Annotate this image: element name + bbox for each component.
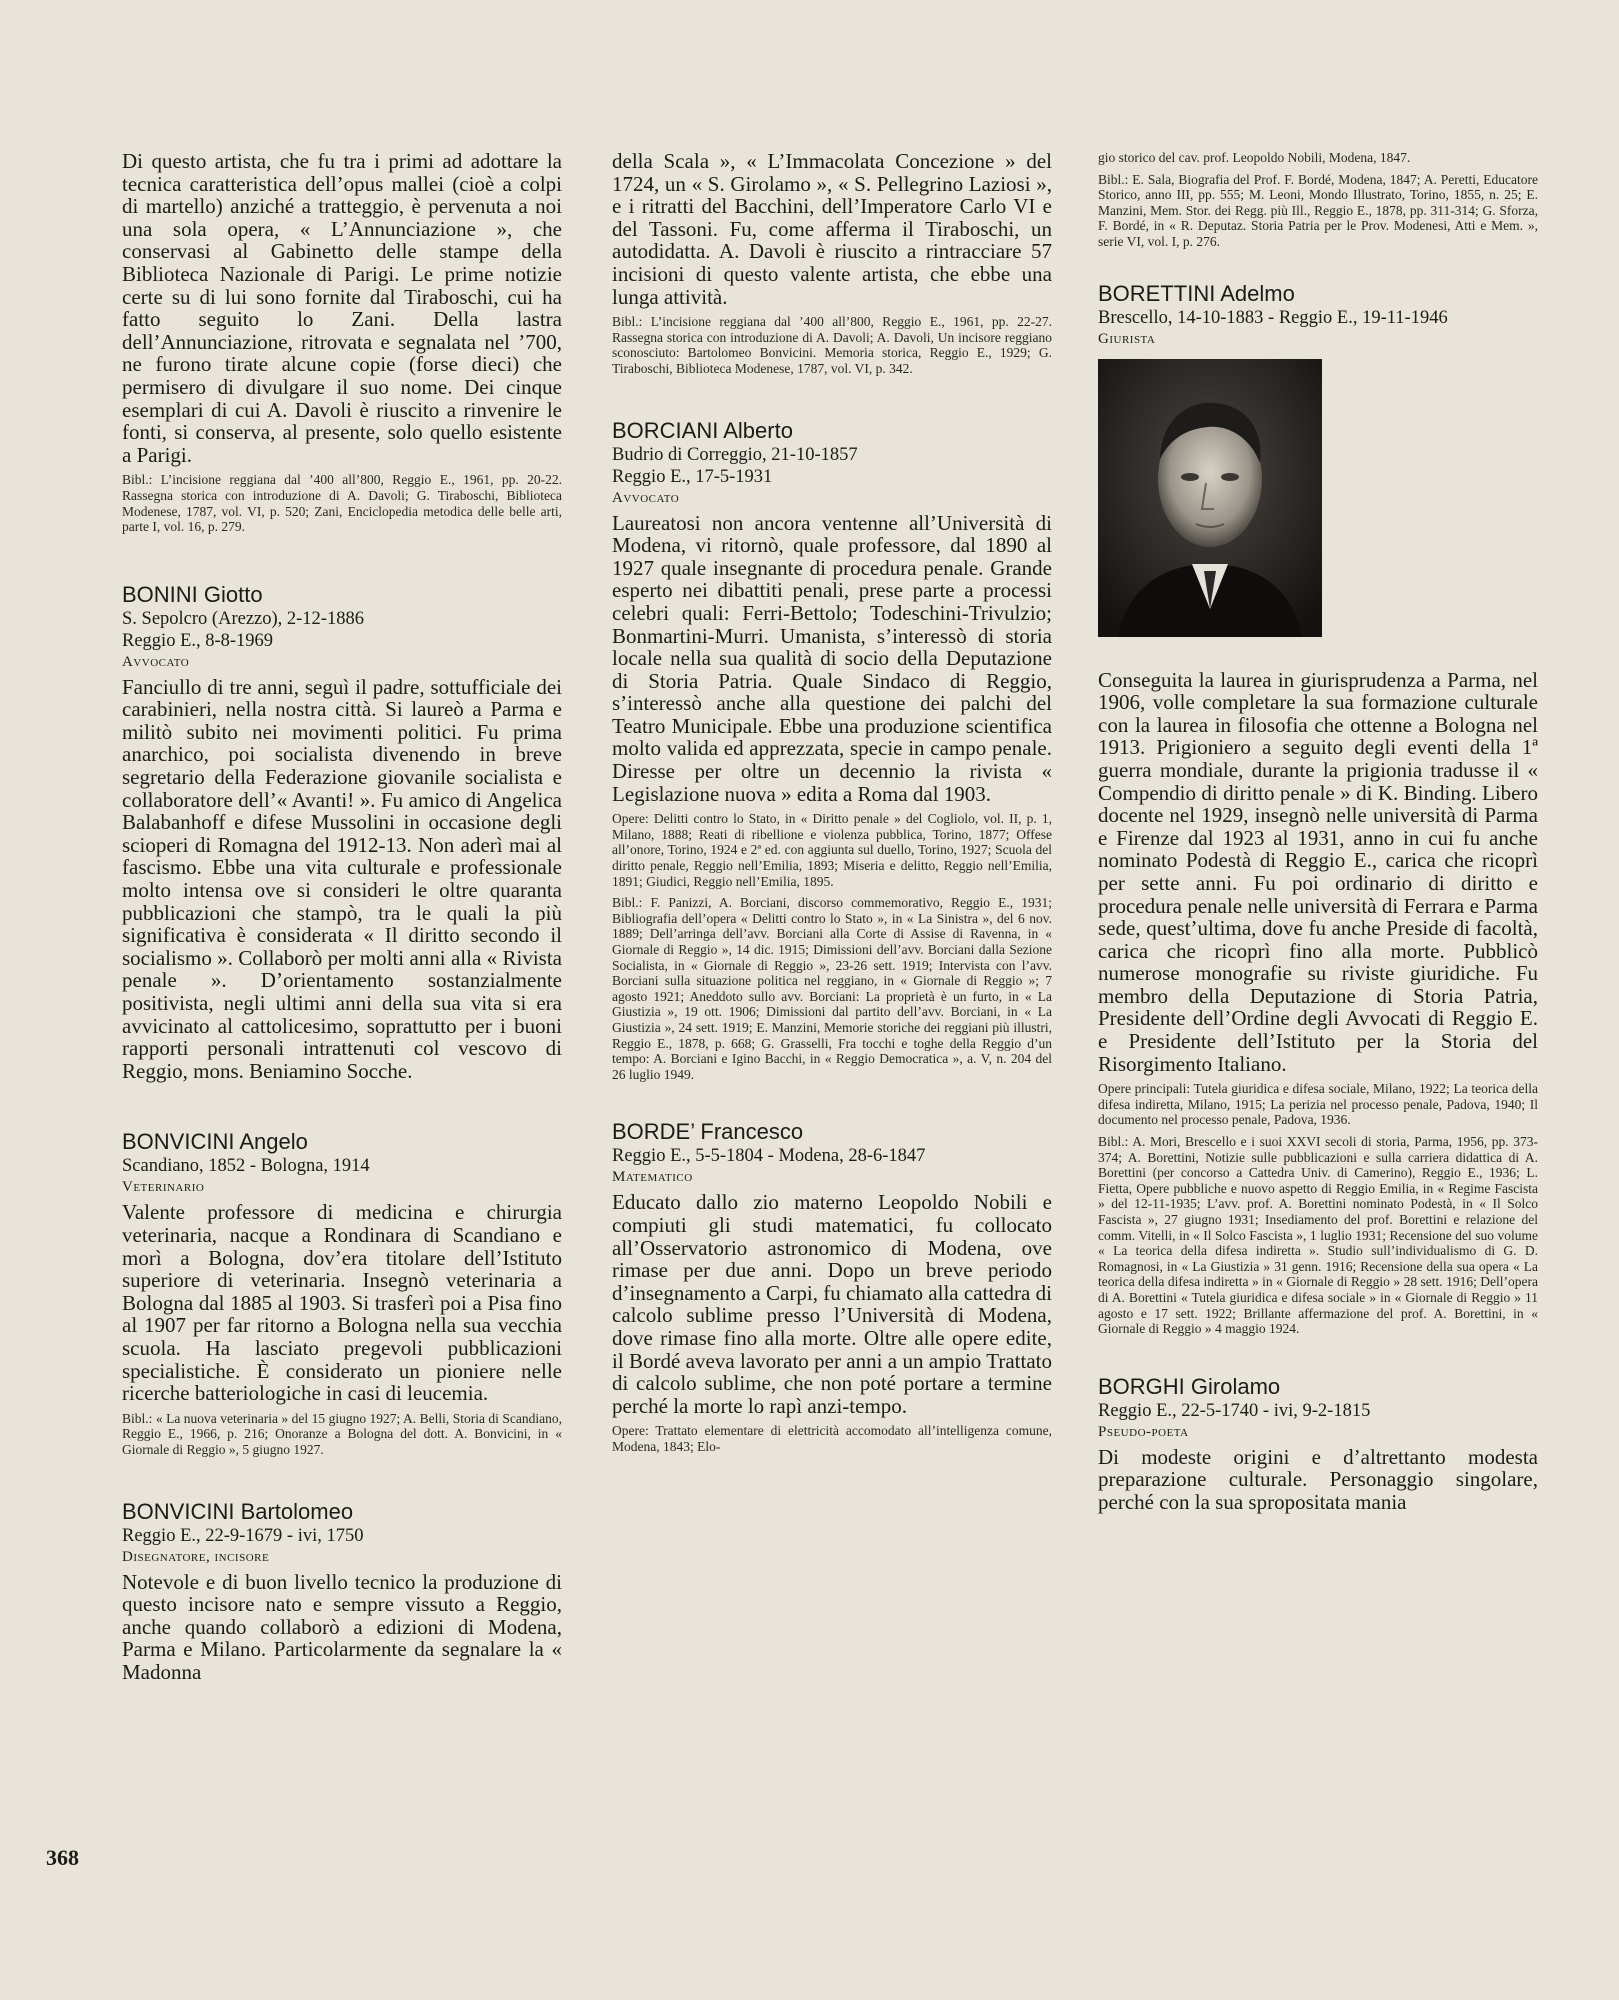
entry-birth: Budrio di Correggio, 21-10-1857: [612, 444, 858, 465]
entry-dates: Reggio E., 22-5-1740 - ivi, 9-2-1815: [1098, 1400, 1371, 1421]
column-3: [1098, 150, 1538, 1514]
portrait-image: [1098, 359, 1322, 637]
entry-name: BORGHI Girolamo: [1098, 1373, 1281, 1399]
entry-text: della Scala », « L’Immacolata Concezione » del 1724, un « S. Girolamo », « S. Pellegrino Laziosi », e i ritratti del Bacchini, dell’Imperatore Carlo VI e del Tassoni. Fu, come afferma il Tiraboschi, un autodidatta. A. Davoli è riuscito a rintracciare 57 incisioni di questo valente artista, che ebbe una lunga attività.: [612, 149, 1052, 309]
entry-text: Fanciullo di tre anni, seguì il padre, sottufficiale dei carabinieri, nella nostra città. Si laureò a Parma e militò subito nei movimenti politici. Fu prima anarchico, poi socialista divenendo in breve segretario della Federazione giovanile socialista e collaboratore dell’« Avanti! ». Fu amico di Angelica Balabanhoff e difese Mussolini in occasione degli scioperi di Romagna del 1912-13. Non aderì mai al fascismo. Ebbe una vita culturale e professionale molto intensa ove si consideri le oltre quaranta pubblicazioni che stampò, tra le quali la più significativa è considerata « Il diritto secondo il socialismo ». Collaborò per molti anni alla « Rivista penale ». D’orientamento sostanzialmente positivista, negli ultimi anni della sua vita si era avvicinato al cattolicesimo, soprattutto per i buoni rapporti personali intrattenuti col vescovo di Reggio, mons. Beniamino Socche.: [122, 674, 562, 1083]
entry-text: Valente professore di medicina e chirurgia veterinaria, nacque a Rondinara di Scandiano e morì a Bologna, dov’era titolare dell’Istituto superiore di veterinaria. Insegnò veterinaria a Bologna dal 1885 al 1903. Si trasferì poi a Pisa fino al 1907 per far ritorno a Bologna nella sua vecchia scuola. Ha lasciato pregevoli pubblicazioni specialistiche. È considerato un pioniere nelle ricerche batteriologiche in casi di leucemia.: [122, 1200, 562, 1406]
entry-profession: Pseudo-poeta: [1098, 1423, 1189, 1440]
entry-text: Conseguita la laurea in giurisprudenza a Parma, nel 1906, volle completare la sua formazione culturale con la laurea in filosofia che ottenne a Bologna nel 1913. Prigioniero a seguito degli eventi della 1ª guerra mondiale, durante la prigionia tradusse il « Compendio di diritto penale » di K. Binding. Libero docente nel 1929, insegnò nelle università di Parma e Firenze dal 1923 al 1931, anno in cui fu anche nominato Podestà di Reggio E., carica che ricoprì per sette anni. Fu poi ordinario di diritto e procedura penale nelle università di Ferrara e Parma sede, quest’ultima, dove fu anche Preside di facoltà, carica che ricoprì fino alla morte. Pubblicò numerose monografie su riviste giuridiche. Fu membro della Deputazione di Storia Patria, Presidente dell’Ordine degli Avvocati di Reggio E. e Presidente dell’Istituto per la Storia del Risorgimento Italiano.: [1098, 667, 1538, 1076]
entry-dates: Brescello, 14-10-1883 - Reggio E., 19-11-1946: [1098, 307, 1448, 328]
entry-dates: Scandiano, 1852 - Bologna, 1914: [122, 1156, 370, 1177]
entry-profession: Giurista: [1098, 330, 1156, 347]
entry-name: BORETTINI Adelmo: [1098, 280, 1295, 306]
entry-name: BONVICINI Bartolomeo: [122, 1498, 354, 1524]
entry-borciani-alberto: [612, 417, 1052, 1083]
entry-name: BONVICINI Angelo: [122, 1129, 308, 1155]
entry-bonvicini-bartolomeo: [122, 1498, 562, 1684]
entry-name: BORDE’ Francesco: [612, 1119, 804, 1145]
portrait-photo: [1098, 359, 1322, 637]
entry-continuation: [1098, 150, 1538, 250]
bibliography: Bibl.: F. Panizzi, A. Borciani, discorso commemorativo, Reggio E., 1931; Bibliografia dell’opera « Delitti contro lo Stato », in « La Sinistra », del 6 nov. 1889; Dell’arringa dell’avv. Borciani alla Corte di Assise di Ravenna, in « Giornale di Reggio », 14 dic. 1915; Dimissioni dell’avv. Borciani dalla Sezione Socialista, in « Giornale di Reggio », 23-26 sett. 1919; Intervista con l’avv. Borciani sulla situazione politica nel reggiano, in « Giornale di Reggio »; 7 agosto 1921; Aneddoto sullo avv. Borciani: La proprietà è un furto, in « La Giustizia », 19 ott. 1906; Dimissioni dal partito dell’avv. Borciani, in « La Giustizia », 24 sett. 1919; E. Manzini, Memorie storiche dei reggiani più illustri, Reggio E., 1878, p. 668; G. Grasselli, Fra tocchi e toghe della Reggio d’un tempo: A. Borciani e Igino Bacchi, in « Reggio Democratica », a. V, n. 204 del 26 luglio 1949.: [612, 895, 1052, 1082]
entry-dates: Reggio E., 22-9-1679 - ivi, 1750: [122, 1525, 364, 1546]
entry-bonini-giotto: [122, 581, 562, 1083]
entry-borde-francesco: [612, 1118, 1052, 1454]
works-list: gio storico del cav. prof. Leopoldo Nobili, Modena, 1847.: [1098, 150, 1411, 165]
entry-borettini-adelmo: [1098, 280, 1538, 1337]
entry-name: BONINI Giotto: [122, 581, 263, 607]
entry-name: BORCIANI Alberto: [612, 417, 793, 443]
entry-profession: Matematico: [612, 1169, 693, 1186]
entry-dates: Reggio E., 5-5-1804 - Modena, 28-6-1847: [612, 1146, 926, 1167]
entry-birth: S. Sepolcro (Arezzo), 2-12-1886: [122, 608, 364, 629]
entry-borghi-girolamo: [1098, 1373, 1538, 1514]
entry-text: Di modeste origini e d’altrettanto modesta preparazione culturale. Personaggio singolare, perché con la sua spropositata mania: [1098, 1444, 1538, 1514]
bibliography: Bibl.: « La nuova veterinaria » del 15 giugno 1927; A. Belli, Storia di Scandiano, Reggio E., 1966, p. 216; Onoranze a Bologna del dott. A. Bonvicini, in « Giornale di Reggio », 5 giugno 1927.: [122, 1410, 562, 1457]
entry-death: Reggio E., 17-5-1931: [612, 466, 773, 487]
works-list: Opere: Trattato elementare di elettricità accomodato all’intelligenza comune, Modena, 1843; Elo-: [612, 1423, 1052, 1454]
entry-text: Notevole e di buon livello tecnico la produzione di questo incisore nato e sempre vissuto a Reggio, anche quando collaborò a edizioni di Modena, Parma e Milano. Particolarmente da segnalare la « Madonna: [122, 1569, 562, 1684]
works-list: Opere principali: Tutela giuridica e difesa sociale, Milano, 1922; La teorica della difesa indiretta, Milano, 1915; La perizia nel processo penale, Padova, 1940; Il documento nel processo penale, Padova, 1936.: [1098, 1081, 1538, 1128]
entry-profession: Avvocato: [122, 653, 190, 670]
entry-continuation: [612, 150, 1052, 377]
bibliography: Bibl.: L’incisione reggiana dal ’400 all’800, Reggio E., 1961, pp. 20-22. Rassegna storica con introduzione di A. Davoli; G. Tiraboschi, Biblioteca Modenese, 1787, vol. VI, p. 520; Zani, Enciclopedia metodica delle belle arti, parte I, vol. 16, p. 279.: [122, 472, 562, 535]
entry-text: Laureatosi non ancora ventenne all’Università di Modena, vi ritornò, quale professore, dal 1890 al 1927 quale insegnante di procedura penale. Grande esperto nei dibattiti penali, prese parte a processi celebri quali: Ferri-Bettolo; Todeschini-Trivulzio; Bonmartini-Murri. Umanista, s’interessò di storia locale nella sua qualità di socio della Deputazione di Storia Patria. Quale Sindaco di Reggio, s’interessò anche alla questione dei palchi del Teatro Municipale. Ebbe una produzione scientifica molto valida ed apprezzata, specie in campo penale. Diresse per oltre un decennio la rivista « Legislazione nuova » edita a Roma dal 1903.: [612, 510, 1052, 806]
entry-death: Reggio E., 8-8-1969: [122, 630, 274, 651]
column-1: [122, 150, 562, 1683]
entry-continuation: [122, 150, 562, 535]
bibliography: Bibl.: L’incisione reggiana dal ’400 all’800, Reggio E., 1961, pp. 22-27. Rassegna storica con introduzione di A. Davoli; A. Davoli, Un incisore reggiano sconosciuto: Bartolomeo Bonvicini. Memoria storica, Reggio E., 1929; G. Tiraboschi, Biblioteca Modenese, 1787, vol. VI, p. 342.: [612, 314, 1052, 376]
entry-profession: Veterinario: [122, 1179, 205, 1196]
entry-profession: Disegnatore, incisore: [122, 1548, 270, 1565]
entry-bonvicini-angelo: [122, 1128, 562, 1457]
bibliography: Bibl.: A. Mori, Brescello e i suoi XXVI secoli di storia, Parma, 1956, pp. 373-374; A. Borettini, Notizie sulle pubblicazioni e sulla carriera didattica di A. Borettini (per concorso a Cattedra Univ. di Camerino), Reggio E., 1936; L. Fietta, Opere pubbliche e nuovo aspetto di Reggio Emilia, in « Regime Fascista » del 12-11-1935; L’avv. prof. A. Borettini nominato Podestà, in « Il Solco Fascista », 27 giugno 1931; Insediamento del prof. Borettini e relazione del comm. Vitelli, in « Il Solco Fascista », 1 luglio 1931; Recensione del suo volume « La teorica della difesa indiretta ». Studio sull’individualismo di G. D. Romagnosi, in « La Giustizia » 31 genn. 1916; Recensione della sua opera « La teorica della difesa indiretta » in « Giornale di Reggio » 28 sett. 1916; Dell’opera di A. Borettini « Tutela giuridica e difesa sociale » in « Giornale di Reggio » 11 agosto e 17 sett. 1922; Brillante affermazione del prof. A. Borettini, in « Giornale di Reggio » 4 maggio 1924.: [1098, 1134, 1538, 1337]
column-2: [612, 150, 1052, 1454]
entry-text: Educato dallo zio materno Leopoldo Nobili e compiuti gli studi matematici, fu collocato all’Osservatorio astronomico di Modena, ove rimase per due anni. Dopo un breve periodo d’insegnamento a Carpi, fu chiamato alla cattedra di calcolo sublime presso l’Università di Modena, dove rimase fino alla morte. Oltre alle opere edite, il Bordé aveva lavorato per anni a un ampio Trattato di calcolo sublime, che non poté portare a termine perché la morte lo rapì anzi-tempo.: [612, 1190, 1052, 1418]
page-number: 368: [46, 1845, 79, 1870]
entry-text: Di questo artista, che fu tra i primi ad adottare la tecnica caratteristica dell’opus mallei (cioè a colpi di martello) anziché a tratteggio, è pervenuta a noi una sola opera, « L’Annunciazione », che conservasi al Gabinetto delle stampe della Biblioteca Nazionale di Parigi. Le prime notizie certe su di lui sono fornite dal Tiraboschi, cui ha fatto seguito lo Zani. Della lastra dell’Annunciazione, ritrovata e segnalata nel ’700, ne furono tirate alcune copie (forse dieci) che permisero di divulgare il suo nome. Dei cinque esemplari di cui A. Davoli è riuscito a rinvenire le fonti, si conserva, al presente, solo quello esistente a Parigi.: [122, 149, 562, 467]
entry-profession: Avvocato: [612, 489, 680, 506]
bibliography: Bibl.: E. Sala, Biografia del Prof. F. Bordé, Modena, 1847; A. Peretti, Educatore Storico, anno III, pp. 555; M. Leoni, Mondo Illustrato, Torino, 1855, n. 25; E. Manzini, Mem. Stor. dei Regg. più Ill., Reggio E., 1878, pp. 311-314; G. Sforza, F. Bordé, in « R. Deputaz. Storia Patria per le Prov. Modenesi, Atti e Mem. », serie VI, vol. I, p. 276.: [1098, 171, 1538, 249]
works-list: Opere: Delitti contro lo Stato, in « Diritto penale » del Cogliolo, vol. II, p. 1, Milano, 1888; Reati di ribellione e violenza pubblica, Torino, 1877; Offese all’onore, Torino, 1924 e 2ª ed. con aggiunta sul duello, Torino, 1927; Scuola del diritto penale, Reggio nell’Emilia, 1893; Miseria e delitto, Reggio nell’Emilia, 1891; Giudici, Reggio nell’Emilia, 1895.: [612, 811, 1052, 889]
